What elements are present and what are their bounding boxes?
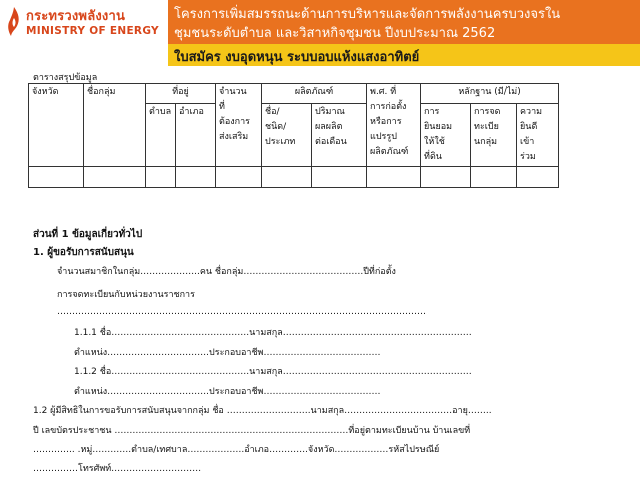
contact2-name-line: 1.1.2 ชื่อ……………………………………….นามสกุล……………………………………………………… <box>74 367 472 377</box>
id-card-line: ปี เลขบัตรประชาชน ……………………………………………………………………ที่อยู่ตามทะเบียนบ้าน บ้านเลขที่ <box>33 426 471 436</box>
summary-table <box>28 83 559 188</box>
contact1-position-line: ตำแหน่ง…………………………….ประกอบอาชีพ………………………………… <box>74 348 381 358</box>
part1-heading: ส่วนที่ 1 ข้อมูลเกี่ยวทั่วไป <box>33 229 143 240</box>
table-row <box>29 167 559 188</box>
header-evidence-consent: ความ ยินดี เข้า ร่วม <box>517 104 559 167</box>
page-header <box>0 0 640 68</box>
phone-line: ……………โทรศัพท์………………………… <box>33 464 202 474</box>
header-subdistrict: ตำบล <box>146 104 176 167</box>
header-address: ที่อยู่ <box>146 84 216 104</box>
header-evidence-register: การจด ทะเบีย นกลุ่ม <box>471 104 517 167</box>
header-members: จำนวน ที่ ต้องการ ส่งเสริม <box>216 84 262 167</box>
header-group-name: ชื่อกลุ่ม <box>84 84 146 167</box>
eligible-person-line: 1.2 ผู้มีสิทธิในการขอรับการสนับสนุนจากกลุ่ม ชื่อ ……………………….นามสกุล………………………………อายุ…….. <box>33 406 492 416</box>
summary-table-label: ตารางสรุปข้อมูล <box>33 73 98 83</box>
ministry-logo <box>0 0 168 44</box>
logo-english-text: MINISTRY OF ENERGY <box>26 25 159 37</box>
header-year: พ.ศ. ที่ การก่อตั้ง หรือการ แปรรูป ผลิตภัณฑ์ <box>367 84 421 167</box>
contact2-position-line: ตำแหน่ง…………………………….ประกอบอาชีพ………………………………… <box>74 387 381 397</box>
header-district: อำเภอ <box>176 104 216 167</box>
header-evidence-land: การ ยินยอม ให้ใช้ ที่ดิน <box>421 104 471 167</box>
project-title-line1: โครงการเพิ่มสมรรถนะด้านการบริหารและจัดการพลังงานครบวงจรใน <box>174 7 561 22</box>
project-title-line2: ชุมชนระดับตำบล และวิสาหกิจชุมชน ปีงบประมาณ 2562 <box>174 26 496 41</box>
energy-flame-icon <box>6 6 22 38</box>
form-subtitle: ใบสมัคร งบอุดหนุน ระบบอบแห้งแสงอาทิตย์ <box>174 50 420 65</box>
address-line: ………….. .หมู่………….ตำบล/เทศบาล……………….อำเภอ………….จังหวัด………………รหัสไปรษณีย์ <box>33 445 440 455</box>
header-product: ผลิตภัณฑ์ <box>262 84 367 104</box>
members-line: จำนวนสมาชิกในกลุ่ม………………..คน ชื่อกลุ่ม………………………………….ปีที่ก่อตั้ง <box>57 267 396 277</box>
header-province: จังหวัด <box>29 84 84 167</box>
registration-line: การจดทะเบียนกับหน่วยงานราชการ <box>57 290 195 300</box>
header-product-qty: ปริมาณ ผลผลิต ต่อเดือน <box>312 104 367 167</box>
contact1-name-line: 1.1.1 ชื่อ……………………………………….นามสกุล……………………………………………………… <box>74 328 472 338</box>
section1-title: 1. ผู้ขอรับการสนับสนุน <box>33 247 134 258</box>
logo-thai-text: กระทรวงพลังงาน <box>26 9 126 24</box>
registration-blank-line: …………………………………………………………………………………………………………… <box>57 307 426 317</box>
header-evidence: หลักฐาน (มี/ไม่) <box>421 84 559 104</box>
header-product-name: ชื่อ/ ชนิด/ ประเภท <box>262 104 312 167</box>
